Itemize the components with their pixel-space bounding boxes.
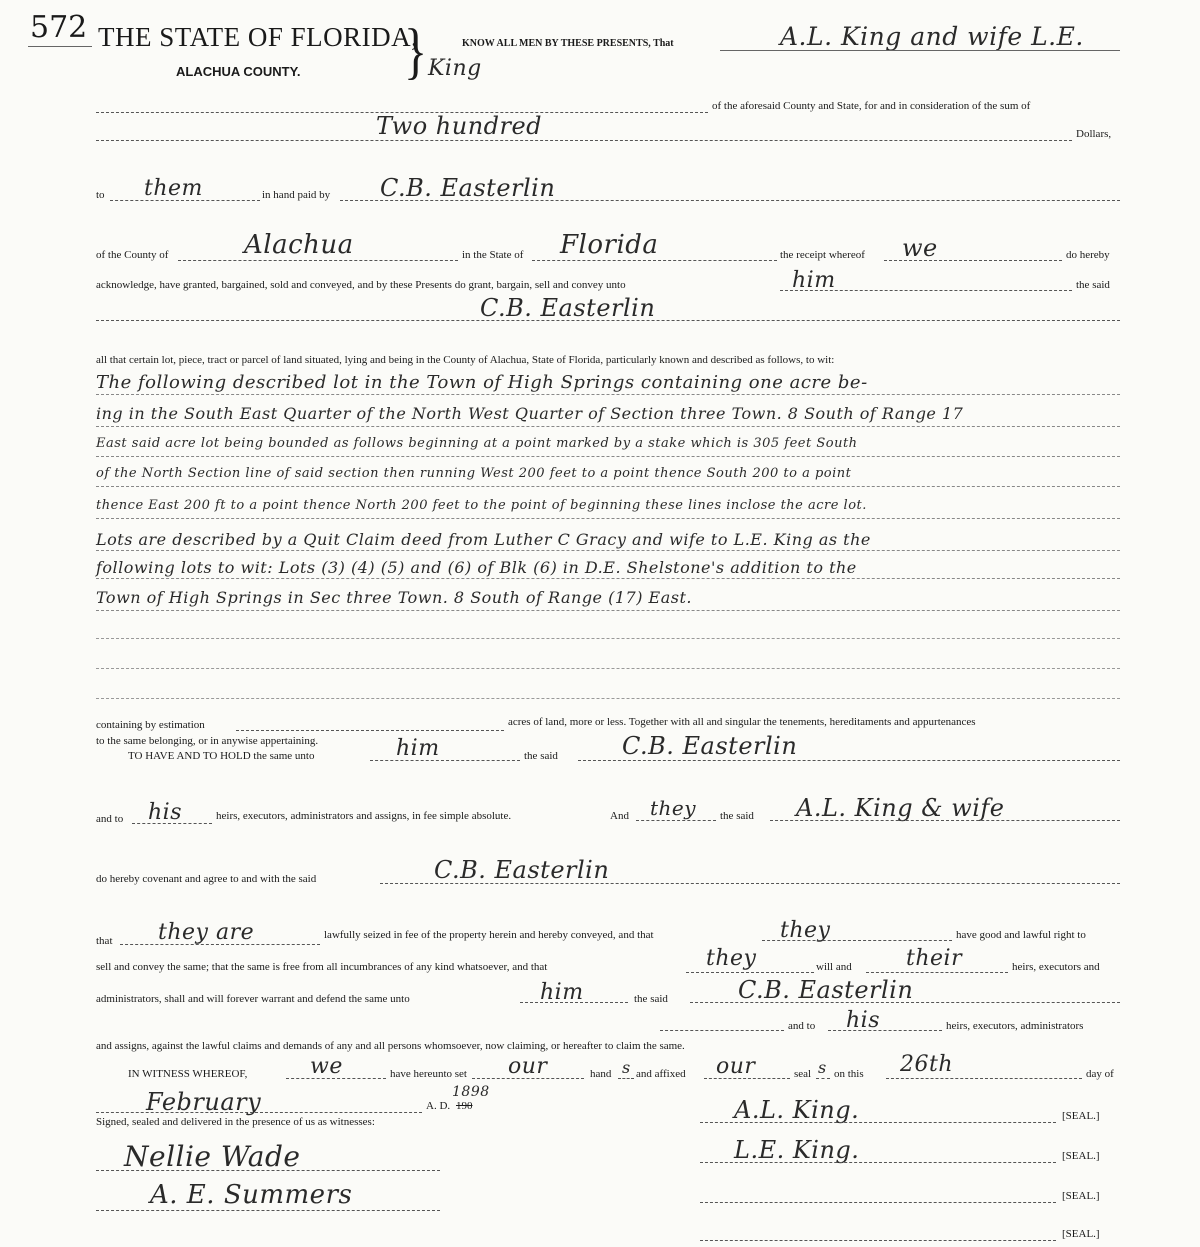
- affixed-our-value: our: [716, 1054, 756, 1079]
- label-same-belonging: to the same belonging, or in anywise appertaining.: [96, 735, 319, 747]
- rule-county: [178, 260, 458, 261]
- grantor-name-line1: A.L. King and wife L.E.: [780, 22, 1084, 51]
- rule-desc-11: [96, 698, 1120, 699]
- witness-2: A. E. Summers: [150, 1180, 353, 1210]
- label-receipt-whereof: the receipt whereof: [780, 249, 865, 261]
- rule-set-our: [472, 1078, 584, 1079]
- label-dollars: Dollars,: [1076, 128, 1112, 140]
- label-that: that: [96, 935, 113, 947]
- rule-hand-s: [618, 1078, 634, 1079]
- rule-desc-6: [96, 550, 1120, 551]
- rule-affixed-our: [704, 1078, 790, 1079]
- grantee-value: C.B. Easterlin: [480, 294, 656, 322]
- and-to-value: his: [148, 800, 182, 825]
- rule-desc-7: [96, 578, 1120, 579]
- rule-seal-s: [816, 1078, 830, 1079]
- rule-acres: [236, 730, 504, 731]
- rule-witness-we: [286, 1078, 386, 1079]
- receipt-by-value: we: [902, 234, 938, 262]
- warrant-unto-value: him: [540, 980, 584, 1005]
- rule-state: [532, 260, 777, 261]
- day-value: 26th: [900, 1052, 954, 1077]
- hold-unto-value: him: [396, 736, 440, 761]
- rule-witness-2: [96, 1210, 440, 1211]
- covenant-with-value: C.B. Easterlin: [434, 856, 610, 884]
- that-they-are-value: they are: [158, 920, 255, 945]
- rule-grantor: [720, 50, 1120, 51]
- rule-grantee: [96, 320, 1120, 321]
- rule-and-that-they: [762, 940, 952, 941]
- will-their-value: their: [906, 946, 963, 971]
- free-they-value: they: [706, 946, 757, 971]
- label-of-county-state: of the aforesaid County and State, for and in consideration of the sum of: [712, 100, 1031, 112]
- label-seal: seal: [794, 1068, 812, 1080]
- rule-desc-3: [96, 456, 1120, 457]
- label-the-said-4: the said: [634, 993, 668, 1005]
- label-have-hereunto: have hereunto set: [390, 1068, 467, 1080]
- label-containing: containing by estimation: [96, 719, 205, 731]
- description-line-7: following lots to wit: Lots (3) (4) (5) and (6) of Blk (6) in D.E. Shelstone's addition to the: [96, 558, 857, 577]
- description-line-5: thence East 200 ft to a point thence North 200 feet to the point of beginning these lines inclose the acre lot.: [96, 498, 867, 513]
- description-line-4: of the North Section line of said section then running West 200 feet to a point thence South 200 to a point: [96, 466, 852, 481]
- label-of-county-of: of the County of: [96, 249, 169, 261]
- label-day-of: day of: [1086, 1068, 1114, 1080]
- seal-label-3: [SEAL.]: [1062, 1190, 1100, 1202]
- rule-warrant-unto: [520, 1002, 628, 1003]
- paid-by-value: C.B. Easterlin: [380, 174, 556, 202]
- label-in-hand-paid-by: in hand paid by: [262, 189, 331, 201]
- label-and-affixed: and affixed: [636, 1068, 686, 1080]
- witness-1: Nellie Wade: [124, 1140, 301, 1173]
- hold-said-value: C.B. Easterlin: [622, 732, 798, 760]
- witness-we-value: we: [310, 1054, 343, 1079]
- rule-will-their: [866, 972, 1008, 973]
- to-whom-value: them: [144, 176, 203, 201]
- label-and: And: [610, 810, 629, 822]
- state-value: Florida: [560, 230, 659, 260]
- rule-to-whom: [110, 200, 260, 201]
- label-the-said-1: the said: [1076, 279, 1110, 291]
- rule-hold-said: [578, 760, 1120, 761]
- page-number-rule: [28, 46, 92, 47]
- signature-2: L.E. King.: [734, 1136, 860, 1164]
- rule-desc-2: [96, 426, 1120, 427]
- brace: }: [404, 17, 428, 86]
- label-sell-convey: sell and convey the same; that the same is free from all incumbrances of any kind whatsoever, and that: [96, 961, 548, 973]
- hand-s-value: s: [622, 1058, 631, 1077]
- rule-free-they: [686, 972, 814, 973]
- year-written-value: 1898: [452, 1084, 490, 1100]
- label-to-have: TO HAVE AND TO HOLD the same unto: [128, 750, 315, 762]
- rule-blank-before-and-to: [660, 1030, 784, 1031]
- label-in-witness: IN WITNESS WHEREOF,: [128, 1068, 248, 1080]
- rule-day: [886, 1078, 1082, 1079]
- label-signed-sealed: Signed, sealed and delivered in the presence of us as witnesses:: [96, 1116, 375, 1128]
- description-line-1: The following described lot in the Town of High Springs containing one acre be-: [96, 372, 868, 393]
- label-lawfully-seized: lawfully seized in fee of the property herein and hereby conveyed, and that: [324, 929, 654, 941]
- rule-desc-5: [96, 518, 1120, 519]
- description-line-2: ing in the South East Quarter of the North West Quarter of Section three Town. 8 South of Range 17: [96, 404, 964, 423]
- label-hand: hand: [590, 1068, 612, 1080]
- seal-label-4: [SEAL.]: [1062, 1228, 1100, 1240]
- rule-desc-9: [96, 638, 1120, 639]
- state-title: THE STATE OF FLORIDA,: [98, 22, 419, 52]
- rule-and-to-his: [828, 1030, 942, 1031]
- rule-month: [96, 1112, 422, 1113]
- county-value: Alachua: [244, 230, 354, 260]
- label-in-state-of: in the State of: [462, 249, 524, 261]
- seal-label-2: [SEAL.]: [1062, 1150, 1100, 1162]
- label-heirs-exec-and: heirs, executors and: [1012, 961, 1100, 973]
- warrant-said-value: C.B. Easterlin: [738, 976, 914, 1004]
- rule-desc-10: [96, 668, 1120, 669]
- label-to: to: [96, 189, 105, 201]
- rule-desc-4: [96, 486, 1120, 487]
- rule-hold-unto: [370, 760, 520, 761]
- label-assigns-against: and assigns, against the lawful claims and demands of any and all persons whomsoever, now claiming, or hereafter to claim the same.: [96, 1040, 685, 1052]
- label-the-said-3: the said: [720, 810, 754, 822]
- label-covenant: do hereby covenant and agree to and with the said: [96, 873, 317, 885]
- label-on-this: on this: [834, 1068, 864, 1080]
- rule-covenant-with: [380, 883, 1120, 884]
- rule-amount: [96, 140, 1072, 141]
- label-have-good: have good and lawful right to: [956, 929, 1086, 941]
- label-do-hereby: do hereby: [1066, 249, 1110, 261]
- rule-signature-2: [700, 1162, 1056, 1163]
- rule-receipt-by: [884, 260, 1062, 261]
- page-number: 572: [30, 10, 88, 45]
- rule-signature-4: [700, 1240, 1056, 1241]
- month-value: February: [146, 1088, 262, 1116]
- label-ad: A. D.: [426, 1100, 451, 1112]
- know-all-men: KNOW ALL MEN BY THESE PRESENTS, That: [462, 38, 674, 49]
- label-the-said-2: the said: [524, 750, 558, 762]
- and-that-they-value: they: [780, 918, 831, 943]
- description-line-3: East said acre lot being bounded as follows beginning at a point marked by a stake which is 305 feet South: [96, 436, 858, 451]
- rule-desc-1: [96, 394, 1120, 395]
- label-acres: acres of land, more or less. Together with all and singular the tenements, hereditaments and appurtenances: [508, 716, 976, 728]
- label-administrators: administrators, shall and will forever warrant and defend the same unto: [96, 993, 410, 1005]
- label-acknowledge: acknowledge, have granted, bargained, sold and conveyed, and by these Presents do grant, bargain, sell and convey unto: [96, 279, 626, 291]
- and-they-value: they: [650, 796, 697, 820]
- rule-desc-8: [96, 610, 1120, 611]
- rule-and-to: [132, 823, 212, 824]
- rule-signature-3: [700, 1202, 1056, 1203]
- rule-and-they: [636, 820, 716, 821]
- signature-1: A.L. King.: [734, 1096, 860, 1124]
- seal-label-1: [SEAL.]: [1062, 1110, 1100, 1122]
- rule-convey-unto: [780, 290, 1072, 291]
- they-said-value: A.L. King & wife: [796, 794, 1005, 822]
- set-our-value: our: [508, 1054, 548, 1079]
- description-line-8: Town of High Springs in Sec three Town. 8 South of Range (17) East.: [96, 588, 692, 607]
- rule-signature-1: [700, 1122, 1056, 1123]
- label-heirs-exec-admin: heirs, executors, administrators: [946, 1020, 1084, 1032]
- label-and-to: and to: [96, 813, 124, 825]
- rule-that-they-are: [120, 944, 320, 945]
- and-to-his-value: his: [846, 1008, 880, 1033]
- rule-witness-1: [96, 1170, 440, 1171]
- seal-s-value: s: [818, 1058, 827, 1077]
- description-line-6: Lots are described by a Quit Claim deed from Luther C Gracy and wife to L.E. King as the: [96, 530, 871, 549]
- rule-warrant-said: [690, 1002, 1120, 1003]
- convey-unto-value: him: [792, 268, 836, 293]
- label-ad-printed-year: 190: [456, 1100, 473, 1112]
- grantor-name-line2: King: [428, 56, 482, 81]
- label-all-that: all that certain lot, piece, tract or parcel of land situated, lying and being in the County of Alachua, State of Florida, particularly known and described as follows, to wit:: [96, 354, 835, 366]
- rule-paid-by: [340, 200, 1120, 201]
- label-heirs-exec: heirs, executors, administrators and assigns, in fee simple absolute.: [216, 810, 512, 822]
- county-title: ALACHUA COUNTY.: [176, 64, 301, 79]
- label-and-to-2: and to: [788, 1020, 816, 1032]
- label-will-and: will and: [816, 961, 852, 973]
- rule-they-said: [770, 820, 1120, 821]
- amount-value: Two hundred: [376, 112, 543, 140]
